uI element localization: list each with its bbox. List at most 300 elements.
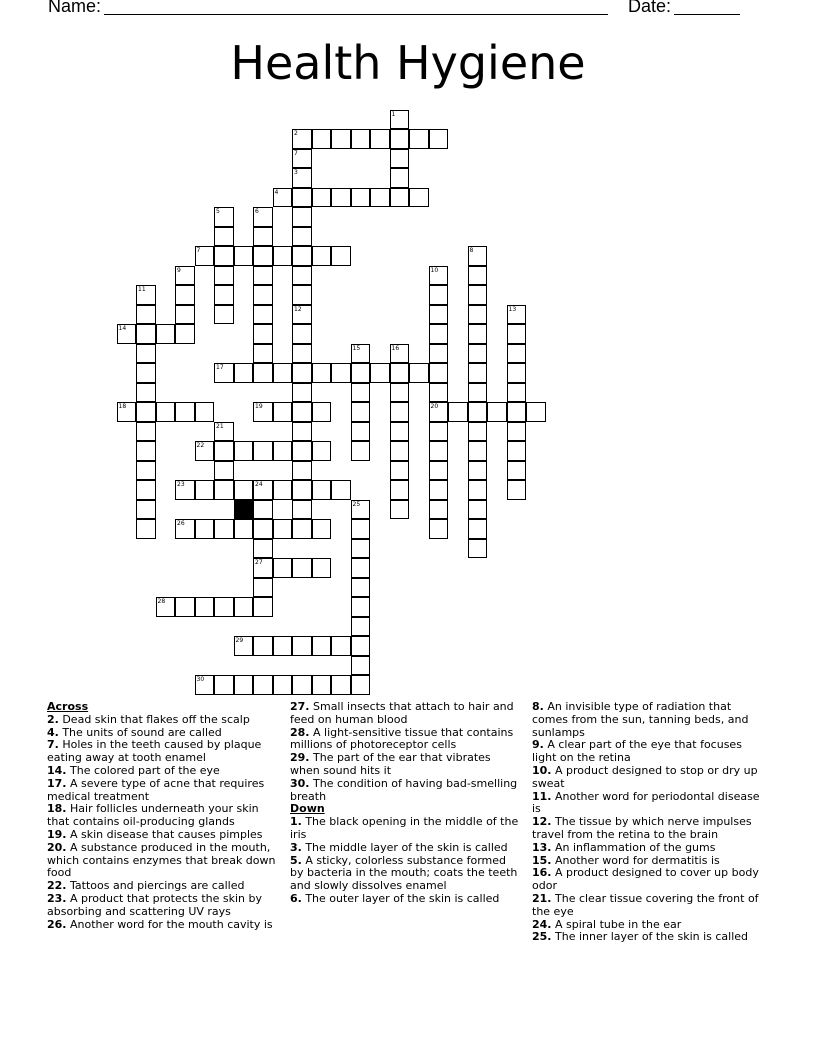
grid-cell[interactable] (331, 246, 351, 266)
grid-cell[interactable] (468, 305, 488, 325)
clue-number-label: 5 (216, 208, 220, 215)
grid-cell[interactable] (292, 188, 312, 208)
grid-cell[interactable] (507, 402, 527, 422)
grid-cell[interactable] (214, 519, 234, 539)
grid-cell[interactable] (253, 344, 273, 364)
clue-text: An invisible type of radiation that comes from the sun, tanning beds, and sunlamps (532, 700, 749, 739)
grid-cell[interactable] (136, 324, 156, 344)
grid-cell[interactable] (468, 441, 488, 461)
grid-cell[interactable] (214, 285, 234, 305)
grid-cell[interactable] (351, 675, 371, 695)
grid-cell[interactable] (507, 363, 527, 383)
grid-cell[interactable] (351, 500, 371, 520)
clue-item (290, 893, 520, 906)
grid-cell[interactable] (214, 422, 234, 442)
clue-item (47, 842, 277, 880)
grid-cell[interactable] (175, 324, 195, 344)
grid-cell[interactable] (136, 422, 156, 442)
clue-item (47, 803, 277, 829)
grid-cell[interactable] (117, 324, 137, 344)
puzzle-title: Health Hygiene (230, 36, 586, 90)
clue-number-label: 18 (118, 403, 127, 410)
grid-cell[interactable] (429, 344, 449, 364)
clue-number-label: 22 (196, 442, 205, 449)
grid-cell[interactable] (429, 500, 449, 520)
grid-cell[interactable] (234, 675, 254, 695)
grid-cell[interactable] (390, 461, 410, 481)
across-heading: Across (47, 700, 89, 713)
grid-cell[interactable] (234, 519, 254, 539)
grid-cell[interactable] (253, 402, 273, 422)
grid-cell[interactable] (351, 558, 371, 578)
clue-text: The outer layer of the skin is called (301, 891, 500, 905)
grid-cell[interactable] (273, 558, 293, 578)
grid-cell[interactable] (292, 500, 312, 520)
grid-cell[interactable] (390, 383, 410, 403)
grid-cell[interactable] (253, 285, 273, 305)
grid-cell[interactable] (351, 656, 371, 676)
clue-text: A product designed to stop or dry up sweat (532, 763, 758, 790)
grid-cell[interactable] (292, 129, 312, 149)
grid-cell[interactable] (312, 363, 332, 383)
clue-text: A sticky, colorless substance formed by bacteria in the mouth; coats the teeth and slowly dissolves enamel (290, 853, 518, 893)
clue-number: 12. (532, 815, 552, 829)
grid-cell[interactable] (468, 383, 488, 403)
grid-cell[interactable] (253, 305, 273, 325)
date-label: Date: (628, 0, 672, 16)
clue-number-label: 11 (138, 286, 146, 293)
grid-cell[interactable] (351, 578, 371, 598)
grid-cell[interactable] (370, 188, 390, 208)
grid-cell[interactable] (253, 500, 273, 520)
grid-cell[interactable] (175, 597, 195, 617)
grid-cell[interactable] (331, 363, 351, 383)
clue-text: The clear tissue covering the front of the eye (532, 891, 759, 918)
grid-cell[interactable] (214, 480, 234, 500)
clue-number-label: 4 (274, 188, 279, 196)
clue-number: 16. (532, 866, 552, 880)
grid-cell[interactable] (351, 363, 371, 383)
clue-number-label: 30 (196, 676, 205, 683)
grid-cell[interactable] (312, 129, 332, 149)
clue-text: A light-sensitive tissue that contains millions of photoreceptor cells (290, 725, 514, 752)
grid-cell[interactable] (351, 422, 371, 442)
clue-number-label: 8 (469, 247, 474, 254)
clue-number: 19. (47, 827, 67, 841)
grid-cell[interactable] (253, 558, 273, 578)
clue-number: 21. (532, 891, 552, 905)
grid-cell[interactable] (507, 344, 527, 364)
clue-number-label: 26 (177, 520, 185, 527)
grid-cell[interactable] (468, 461, 488, 481)
clue-item (532, 816, 764, 842)
down-clue-list (290, 816, 520, 906)
grid-cell[interactable] (292, 383, 312, 403)
grid-cell[interactable] (507, 422, 527, 442)
grid-cell[interactable] (507, 383, 527, 403)
grid-cell[interactable] (312, 558, 332, 578)
clue-number: 2. (47, 712, 59, 726)
grid-cell[interactable] (214, 675, 234, 695)
grid-cell[interactable] (351, 636, 371, 656)
grid-cell[interactable] (429, 441, 449, 461)
grid-cell[interactable] (136, 480, 156, 500)
grid-cell[interactable] (273, 636, 293, 656)
grid-cell[interactable] (351, 597, 371, 617)
clue-item (532, 739, 764, 765)
grid-cell[interactable] (390, 441, 410, 461)
clue-number-label: 17 (216, 364, 224, 371)
grid-cell[interactable] (234, 597, 254, 617)
grid-cell[interactable] (312, 246, 332, 266)
clue-number-label: 7 (196, 247, 201, 254)
clue-item (290, 727, 520, 753)
grid-cell[interactable] (273, 441, 293, 461)
grid-cell[interactable] (195, 675, 215, 695)
grid-cell[interactable] (331, 129, 351, 149)
grid-cell[interactable] (390, 188, 410, 208)
grid-cell[interactable] (136, 285, 156, 305)
grid-cell[interactable] (390, 149, 410, 169)
grid-cell[interactable] (117, 402, 137, 422)
clue-text: The tissue by which nerve impulses travel from the retina to the brain (532, 815, 752, 841)
grid-cell[interactable] (234, 636, 254, 656)
clue-number: 4. (47, 725, 59, 739)
grid-cell[interactable] (390, 344, 410, 364)
across-clue-list (47, 714, 277, 932)
grid-cell[interactable] (390, 422, 410, 442)
clue-number-label: 29 (235, 637, 244, 644)
grid-block (234, 500, 254, 520)
clue-text: The condition of having bad-smelling breath (290, 776, 518, 803)
name-label: Name: (48, 0, 102, 16)
grid-cell[interactable] (273, 246, 293, 266)
clue-text: An inflammation of the gums (551, 840, 716, 854)
grid-cell[interactable] (409, 129, 429, 149)
grid-cell[interactable] (331, 480, 351, 500)
grid-cell[interactable] (292, 246, 312, 266)
grid-cell[interactable] (390, 168, 410, 188)
clue-number: 13. (532, 840, 552, 854)
clue-number-label: 28 (157, 598, 166, 605)
grid-cell[interactable] (312, 402, 332, 422)
grid-cell[interactable] (136, 363, 156, 383)
clue-number: 29. (290, 751, 310, 765)
clue-text: A spiral tube in the ear (551, 917, 682, 931)
grid-cell[interactable] (253, 597, 273, 617)
clue-item (532, 893, 764, 919)
grid-cell[interactable] (292, 558, 312, 578)
clue-text: The black opening in the middle of the iris (290, 815, 519, 841)
grid-cell[interactable] (136, 519, 156, 539)
grid-cell[interactable] (507, 461, 527, 481)
clue-number: 1. (290, 815, 302, 829)
grid-cell[interactable] (390, 129, 410, 149)
grid-cell[interactable] (292, 480, 312, 500)
grid-cell[interactable] (351, 617, 371, 637)
grid-cell[interactable] (292, 675, 312, 695)
grid-cell[interactable] (448, 402, 468, 422)
grid-cell[interactable] (214, 305, 234, 325)
grid-cell[interactable] (429, 363, 449, 383)
grid-cell[interactable] (234, 441, 254, 461)
grid-cell[interactable] (195, 441, 215, 461)
clue-text: A skin disease that causes pimples (66, 827, 263, 841)
grid-cell[interactable] (214, 246, 234, 266)
clue-text: Another word for the mouth cavity is (66, 917, 273, 931)
grid-cell[interactable] (136, 461, 156, 481)
grid-cell[interactable] (156, 597, 176, 617)
grid-cell[interactable] (292, 636, 312, 656)
clue-text: A clear part of the eye that focuses light on the retina (532, 738, 742, 765)
grid-cell[interactable] (429, 324, 449, 344)
grid-cell[interactable] (468, 246, 488, 266)
grid-cell[interactable] (526, 402, 546, 422)
across-clue-list-continued (290, 701, 520, 803)
grid-cell[interactable] (175, 285, 195, 305)
grid-cell[interactable] (468, 344, 488, 364)
grid-cell[interactable] (292, 149, 312, 169)
grid-cell[interactable] (429, 305, 449, 325)
grid-cell[interactable] (273, 675, 293, 695)
grid-cell[interactable] (487, 402, 507, 422)
grid-cell[interactable] (214, 266, 234, 286)
grid-cell[interactable] (351, 539, 371, 559)
grid-cell[interactable] (468, 266, 488, 286)
clue-item (47, 778, 277, 804)
grid-cell[interactable] (370, 129, 390, 149)
grid-cell[interactable] (507, 305, 527, 325)
grid-cell[interactable] (214, 227, 234, 247)
clue-number: 9. (532, 738, 544, 752)
grid-cell[interactable] (292, 305, 312, 325)
grid-cell[interactable] (175, 519, 195, 539)
grid-cell[interactable] (136, 500, 156, 520)
grid-cell[interactable] (351, 519, 371, 539)
grid-cell[interactable] (234, 480, 254, 500)
grid-cell[interactable] (136, 402, 156, 422)
grid-cell[interactable] (175, 402, 195, 422)
clue-text: Another word for dermatitis is (551, 853, 720, 867)
grid-cell[interactable] (156, 402, 176, 422)
clue-number: 28. (290, 725, 310, 739)
clue-number-label: 20 (430, 403, 439, 410)
clue-number: 15. (532, 853, 552, 867)
grid-cell[interactable] (468, 363, 488, 383)
grid-cell[interactable] (253, 441, 273, 461)
grid-cell[interactable] (468, 539, 488, 559)
grid-cell[interactable] (351, 188, 371, 208)
clue-number-label: 3 (294, 169, 298, 176)
grid-cell[interactable] (468, 422, 488, 442)
grid-cell[interactable] (351, 402, 371, 422)
grid-cell[interactable] (351, 441, 371, 461)
clue-item (47, 893, 277, 919)
grid-cell[interactable] (253, 539, 273, 559)
grid-cell[interactable] (312, 441, 332, 461)
clue-number-label: 21 (216, 422, 224, 430)
clue-text: A severe type of acne that requires medical treatment (47, 776, 265, 803)
clue-text: Tattoos and piercings are called (66, 879, 245, 893)
grid-cell[interactable] (312, 188, 332, 208)
grid-cell[interactable] (292, 441, 312, 461)
clue-text: The middle layer of the skin is called (301, 840, 508, 854)
grid-cell[interactable] (195, 402, 215, 422)
grid-cell[interactable] (292, 344, 312, 364)
grid-cell[interactable] (156, 324, 176, 344)
grid-cell[interactable] (370, 363, 390, 383)
clues-column-3 (532, 701, 764, 944)
clue-item (532, 701, 764, 739)
grid-cell[interactable] (507, 441, 527, 461)
grid-cell[interactable] (273, 480, 293, 500)
grid-cell[interactable] (292, 227, 312, 247)
grid-cell[interactable] (292, 285, 312, 305)
grid-cell[interactable] (253, 578, 273, 598)
grid-cell[interactable] (136, 344, 156, 364)
clue-text: Dead skin that flakes off the scalp (58, 712, 250, 726)
grid-cell[interactable] (273, 519, 293, 539)
grid-cell[interactable] (253, 246, 273, 266)
clue-number: 27. (290, 700, 310, 713)
grid-cell[interactable] (409, 188, 429, 208)
grid-cell[interactable] (429, 383, 449, 403)
grid-cell[interactable] (331, 188, 351, 208)
grid-cell[interactable] (214, 207, 234, 227)
clue-number-label: 15 (352, 344, 361, 352)
grid-cell[interactable] (468, 402, 488, 422)
grid-cell[interactable] (351, 129, 371, 149)
grid-cell[interactable] (292, 168, 312, 188)
clue-number: 11. (532, 789, 552, 803)
clue-text: A product that protects the skin by absorbing and scattering UV rays (47, 891, 262, 918)
grid-cell[interactable] (253, 519, 273, 539)
clue-number-label: 14 (118, 325, 127, 332)
grid-cell[interactable] (195, 519, 215, 539)
grid-cell[interactable] (214, 363, 234, 383)
clue-text: Holes in the teeth caused by plaque eating away at tooth enamel (47, 738, 262, 765)
grid-cell[interactable] (136, 383, 156, 403)
grid-cell[interactable] (292, 402, 312, 422)
grid-cell[interactable] (175, 480, 195, 500)
clue-number: 3. (290, 840, 302, 854)
grid-cell[interactable] (292, 363, 312, 383)
clue-item (532, 867, 764, 893)
grid-cell[interactable] (292, 519, 312, 539)
grid-cell[interactable] (273, 363, 293, 383)
grid-cell[interactable] (429, 402, 449, 422)
clue-number: 26. (47, 917, 67, 931)
grid-cell[interactable] (195, 480, 215, 500)
grid-cell[interactable] (253, 324, 273, 344)
clue-number: 14. (47, 763, 67, 777)
grid-cell[interactable] (253, 636, 273, 656)
grid-cell[interactable] (175, 266, 195, 286)
grid-cell[interactable] (292, 422, 312, 442)
grid-cell[interactable] (409, 363, 429, 383)
clue-number-label: 13 (508, 305, 517, 313)
grid-cell[interactable] (195, 246, 215, 266)
grid-cell[interactable] (312, 480, 332, 500)
grid-cell[interactable] (429, 461, 449, 481)
clue-number: 25. (532, 930, 552, 944)
grid-cell[interactable] (253, 266, 273, 286)
grid-cell[interactable] (292, 207, 312, 227)
grid-cell[interactable] (253, 480, 273, 500)
grid-cell[interactable] (429, 285, 449, 305)
grid-cell[interactable] (331, 636, 351, 656)
grid-cell[interactable] (468, 480, 488, 500)
grid-cell[interactable] (214, 597, 234, 617)
grid-cell[interactable] (390, 363, 410, 383)
grid-cell[interactable] (253, 675, 273, 695)
grid-cell[interactable] (429, 422, 449, 442)
grid-cell[interactable] (351, 344, 371, 364)
grid-cell[interactable] (253, 363, 273, 383)
clue-number: 23. (47, 891, 67, 905)
grid-cell[interactable] (292, 266, 312, 286)
grid-cell[interactable] (351, 383, 371, 403)
clues-column-1 (47, 701, 277, 931)
grid-cell[interactable] (312, 636, 332, 656)
grid-cell[interactable] (429, 129, 449, 149)
clue-number-label: 2 (294, 130, 298, 137)
down-heading: Down (290, 802, 325, 816)
grid-cell[interactable] (273, 402, 293, 422)
grid-cell[interactable] (468, 519, 488, 539)
grid-cell[interactable] (234, 363, 254, 383)
clue-number-label: 16 (391, 344, 400, 352)
grid-cell[interactable] (136, 441, 156, 461)
grid-cell[interactable] (253, 227, 273, 247)
clue-number: 17. (47, 776, 67, 790)
grid-cell[interactable] (468, 285, 488, 305)
grid-cell[interactable] (429, 266, 449, 286)
clue-item (47, 919, 277, 932)
clue-item (290, 701, 520, 727)
clue-number: 7. (47, 738, 59, 752)
grid-cell[interactable] (273, 188, 293, 208)
clue-number: 24. (532, 917, 552, 931)
clue-number: 10. (532, 763, 552, 777)
grid-cell[interactable] (390, 500, 410, 520)
grid-cell[interactable] (507, 324, 527, 344)
grid-cell[interactable] (507, 480, 527, 500)
grid-cell[interactable] (292, 461, 312, 481)
grid-cell[interactable] (331, 675, 351, 695)
grid-cell[interactable] (214, 441, 234, 461)
grid-cell[interactable] (312, 519, 332, 539)
grid-cell[interactable] (175, 305, 195, 325)
grid-cell[interactable] (292, 324, 312, 344)
grid-cell[interactable] (390, 402, 410, 422)
clue-number: 8. (532, 700, 544, 713)
grid-cell[interactable] (195, 597, 215, 617)
grid-cell[interactable] (468, 324, 488, 344)
grid-cell[interactable] (253, 207, 273, 227)
clue-number-label: 24 (255, 481, 263, 488)
grid-cell[interactable] (429, 480, 449, 500)
grid-cell[interactable] (429, 519, 449, 539)
grid-cell[interactable] (312, 675, 332, 695)
grid-cell[interactable] (136, 305, 156, 325)
grid-cell[interactable] (214, 461, 234, 481)
grid-cell[interactable] (390, 110, 410, 130)
grid-cell[interactable] (468, 500, 488, 520)
grid-cell[interactable] (390, 480, 410, 500)
grid-cell[interactable] (234, 246, 254, 266)
clue-number-label: 25 (352, 500, 361, 508)
